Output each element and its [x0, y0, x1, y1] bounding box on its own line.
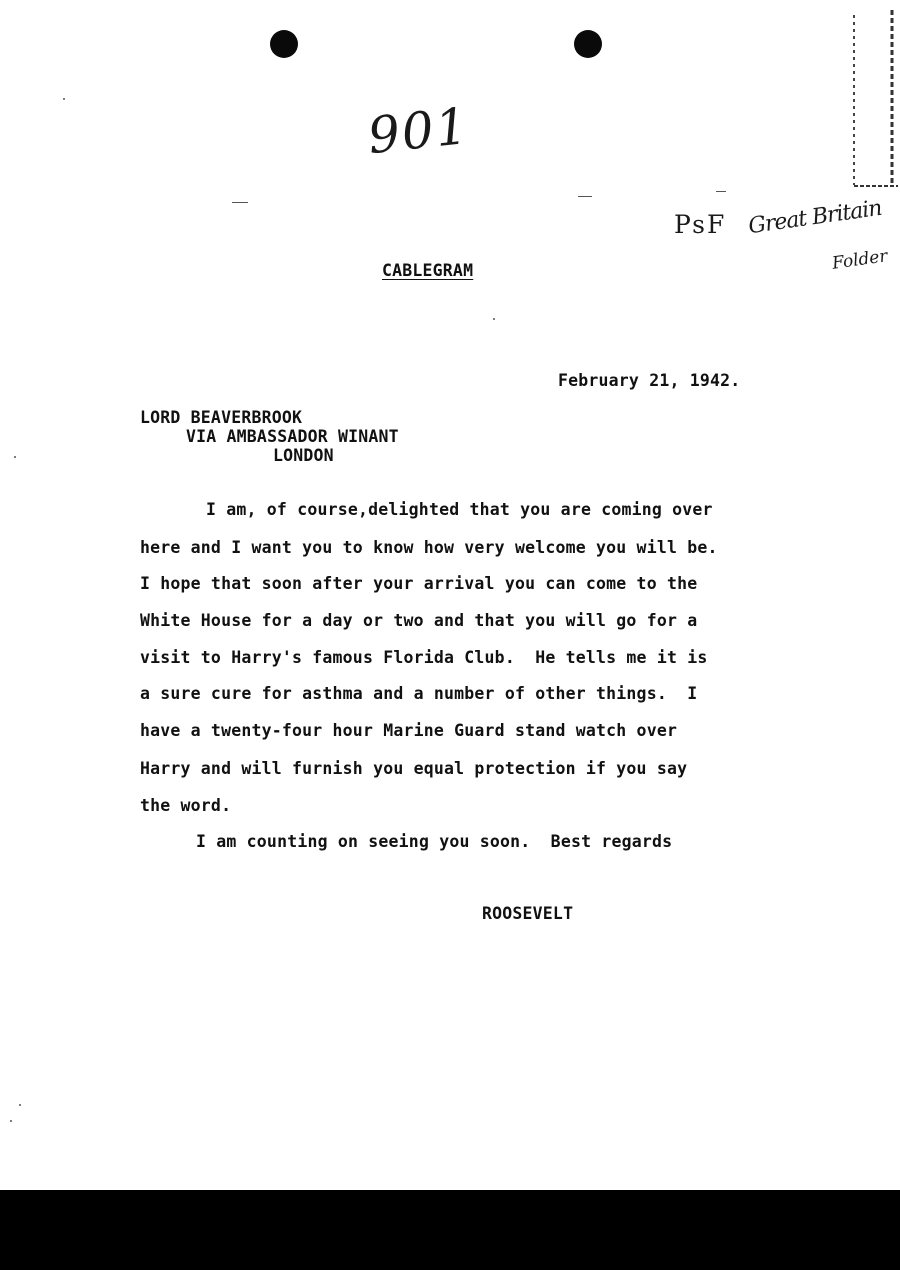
- handwritten-folder-scrawl: Folder: [830, 246, 889, 274]
- punch-hole-left: [270, 30, 298, 58]
- handwritten-file-scrawl: Great Britain: [746, 195, 884, 240]
- handwritten-file-note: PsF: [674, 210, 727, 239]
- document-title: CABLEGRAM: [382, 261, 474, 280]
- scan-speck: [716, 191, 726, 192]
- scan-border: [0, 1190, 900, 1270]
- body-line: the word.: [140, 796, 232, 815]
- body-line: here and I want you to know how very welcome you will be.: [140, 538, 718, 557]
- body-line: a sure cure for asthma and a number of other things. I: [140, 684, 698, 703]
- scan-speck: [578, 196, 592, 197]
- recipient-city: LONDON: [273, 446, 334, 465]
- scan-speck: [232, 202, 248, 203]
- body-line: I am, of course,delighted that you are coming over: [206, 500, 713, 519]
- body-line: visit to Harry's famous Florida Club. He tells me it is: [140, 648, 708, 667]
- scan-speck: [14, 456, 16, 458]
- scan-speck: [10, 1120, 12, 1122]
- scan-speck: [493, 318, 495, 320]
- closing-line: I am counting on seeing you soon. Best regards: [196, 832, 673, 851]
- body-line: Harry and will furnish you equal protection if you say: [140, 759, 688, 778]
- recipient-name: LORD BEAVERBROOK: [140, 408, 303, 427]
- body-line: White House for a day or two and that you will go for a: [140, 611, 698, 630]
- recipient-via: VIA AMBASSADOR WINANT: [186, 427, 399, 446]
- handwritten-page-number: 901: [365, 96, 473, 166]
- body-line: have a twenty-four hour Marine Guard stand watch over: [140, 721, 678, 740]
- letter-date: February 21, 1942.: [558, 371, 741, 390]
- edge-perforation-strip: [848, 0, 900, 190]
- scan-speck: [19, 1104, 21, 1106]
- body-line: I hope that soon after your arrival you can come to the: [140, 574, 698, 593]
- signature: ROOSEVELT: [482, 904, 574, 923]
- scan-speck: [63, 98, 65, 100]
- punch-hole-right: [574, 30, 602, 58]
